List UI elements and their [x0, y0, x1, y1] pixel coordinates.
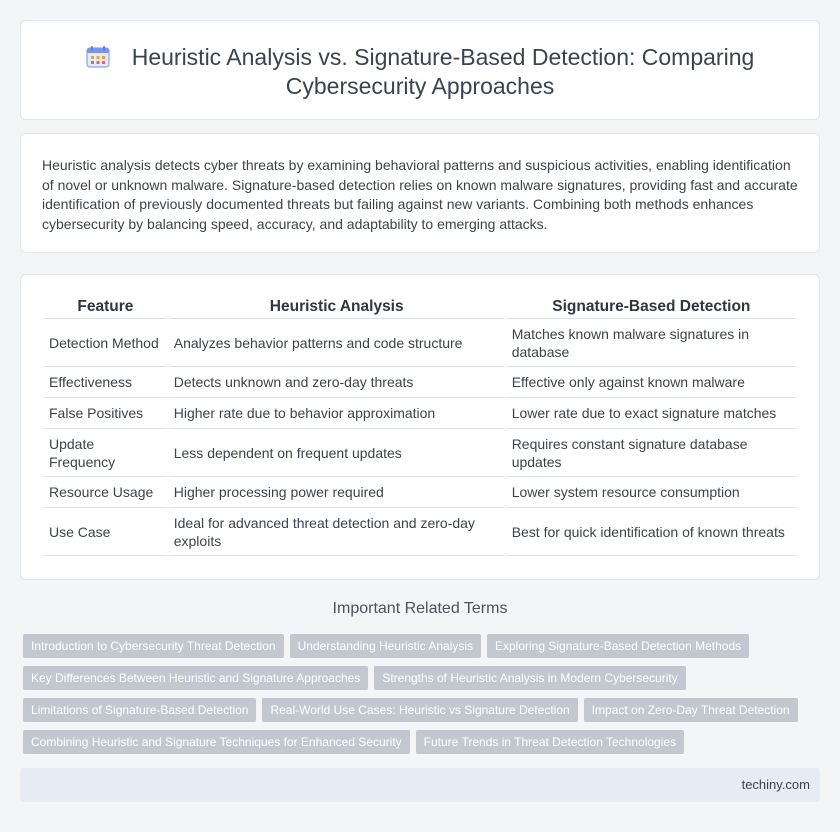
- related-term-tag[interactable]: Strengths of Heuristic Analysis in Modern Cybersecurity: [374, 666, 685, 690]
- table-row: [44, 319, 796, 367]
- related-term-tag[interactable]: Key Differences Between Heuristic and Signature Approaches: [23, 666, 368, 690]
- heuristic-cell: Higher rate due to behavior approximation: [169, 398, 505, 429]
- signature-cell: Effective only against known malware: [507, 367, 796, 398]
- tag-row: [23, 666, 823, 698]
- header-feature: Feature: [44, 297, 167, 319]
- table-row: [44, 367, 796, 398]
- related-term-tag[interactable]: Impact on Zero-Day Threat Detection: [584, 698, 798, 722]
- intro-paragraph: Heuristic analysis detects cyber threats by examining behavioral patterns and suspicious activities, enabling identification of novel or unknown malware. Signature-based detection relies on known malware signatures, providing fast and accurate identification of previously documented threats but failing against new variants. Combining both methods enhances cybersecurity by balancing speed, accuracy, and adaptability to emerging attacks.: [42, 157, 798, 232]
- feature-cell: Resource Usage: [44, 477, 167, 508]
- related-term-tag[interactable]: Understanding Heuristic Analysis: [290, 634, 481, 658]
- header-heuristic: Heuristic Analysis: [169, 297, 505, 319]
- related-term-tag[interactable]: Limitations of Signature-Based Detection: [23, 698, 256, 722]
- footer-bar: [20, 768, 820, 802]
- related-term-tag[interactable]: Introduction to Cybersecurity Threat Detection: [23, 634, 284, 658]
- related-term-tag[interactable]: Combining Heuristic and Signature Techniques for Enhanced Security: [23, 730, 410, 754]
- table-row: [44, 398, 796, 429]
- heuristic-cell: Analyzes behavior patterns and code structure: [169, 319, 505, 367]
- heuristic-cell: Less dependent on frequent updates: [169, 429, 505, 477]
- feature-cell: Use Case: [44, 508, 167, 556]
- comparison-table: [42, 297, 798, 556]
- feature-cell: False Positives: [44, 398, 167, 429]
- footer-site-link[interactable]: techiny.com: [741, 777, 810, 792]
- signature-cell: Lower rate due to exact signature matches: [507, 398, 796, 429]
- comparison-card: [20, 274, 820, 580]
- tag-row: [23, 730, 823, 762]
- intro-card: [20, 133, 820, 253]
- related-terms-heading: Important Related Terms: [332, 600, 508, 617]
- header-card: [20, 20, 820, 120]
- table-row: [44, 508, 796, 556]
- table-row: [44, 429, 796, 477]
- feature-cell: Detection Method: [44, 319, 167, 367]
- signature-cell: Best for quick identification of known threats: [507, 508, 796, 556]
- calendar-icon: [86, 46, 112, 68]
- table-header-row: [44, 297, 796, 319]
- signature-cell: Matches known malware signatures in database: [507, 319, 796, 367]
- related-term-tag[interactable]: Future Trends in Threat Detection Technologies: [416, 730, 684, 754]
- table-row: [44, 477, 796, 508]
- heuristic-cell: Higher processing power required: [169, 477, 505, 508]
- heuristic-cell: Ideal for advanced threat detection and zero-day exploits: [169, 508, 505, 556]
- related-term-tag[interactable]: Exploring Signature-Based Detection Methods: [487, 634, 749, 658]
- title-wrap: [21, 43, 819, 101]
- signature-cell: Requires constant signature database updates: [507, 429, 796, 477]
- related-term-tag[interactable]: Real-World Use Cases: Heuristic vs Signature Detection: [262, 698, 577, 722]
- heuristic-cell: Detects unknown and zero-day threats: [169, 367, 505, 398]
- feature-cell: Update Frequency: [44, 429, 167, 477]
- related-terms-list: [23, 634, 823, 762]
- signature-cell: Lower system resource consumption: [507, 477, 796, 508]
- tag-row: [23, 698, 823, 730]
- feature-cell: Effectiveness: [44, 367, 167, 398]
- page-title: Heuristic Analysis vs. Signature-Based Detection: Comparing Cybersecurity Approaches: [131, 44, 755, 99]
- header-signature: Signature-Based Detection: [507, 297, 796, 319]
- tag-row: [23, 634, 823, 666]
